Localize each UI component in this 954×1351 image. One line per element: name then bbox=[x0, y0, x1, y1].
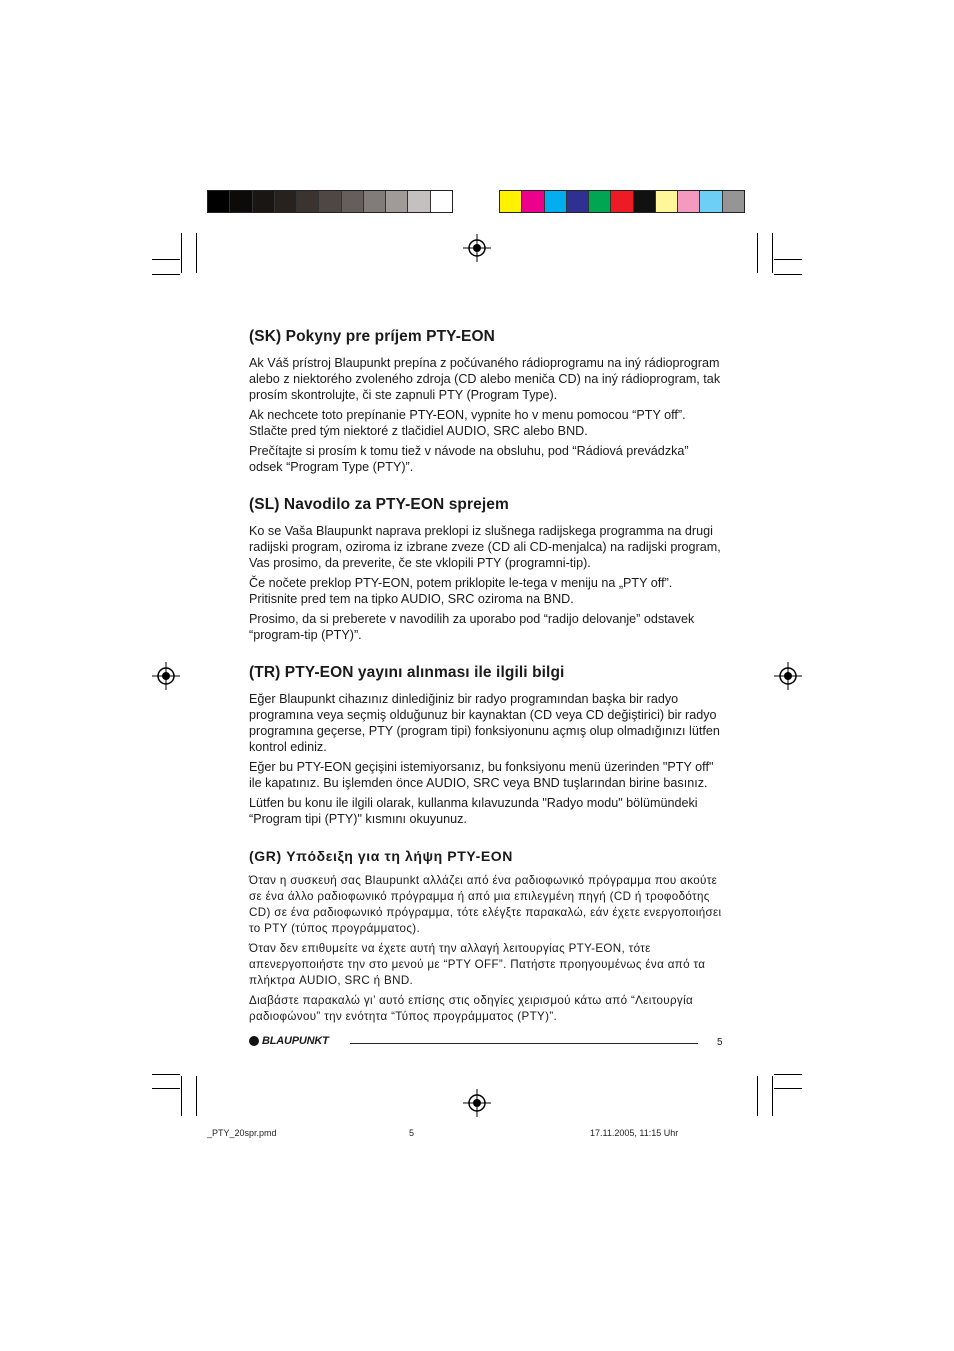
section-heading: (SK) Pokyny pre príjem PTY-EON bbox=[249, 328, 495, 345]
section-sl bbox=[249, 496, 723, 643]
crop-mark bbox=[757, 233, 758, 273]
crop-mark bbox=[152, 259, 180, 260]
paragraph: Če nočete preklop PTY-EON, potem priklopite le-tega v meniju na „PTY off”. Pritisnite pred tem na tipko AUDIO, SRC oziroma na BND. bbox=[249, 576, 673, 606]
crop-mark bbox=[757, 1076, 758, 1116]
section-sk bbox=[249, 328, 723, 475]
registration-mark-icon bbox=[463, 234, 491, 262]
crop-mark bbox=[196, 233, 197, 273]
color-swatch bbox=[567, 191, 589, 212]
blaupunkt-logo bbox=[249, 1035, 329, 1047]
color-swatch bbox=[342, 191, 364, 212]
logo-text: BLAUPUNKT bbox=[262, 1035, 329, 1047]
section-gr bbox=[249, 848, 723, 1025]
paragraph: Όταν η συσκευή σας Blaupunkt αλλάζει από ένα ραδιοφωνικό πρόγραμμα που ακούτε σε ένα άλλο ραδιοφωνικό πρόγραμμα ή από μια επιλεγμένη πηγή (CD ή τροφοδότης CD) σε ένα ραδιοφωνικό πρόγραμμα, τότε ελέγξτε παρακαλώ, εάν έχετε ενεργοποιήσει το PTY (τύπος προγράμματος). bbox=[249, 874, 722, 935]
blaupunkt-dot-icon bbox=[249, 1036, 259, 1046]
crop-mark bbox=[774, 1074, 802, 1075]
paragraph: Prečítajte si prosím k tomu tiež v návode na obsluhu, pod “Rádiová prevádzka” odsek “Program Type (PTY)”. bbox=[249, 444, 689, 474]
crop-mark bbox=[774, 259, 802, 260]
color-swatch bbox=[230, 191, 252, 212]
paragraph: Ak nechcete toto prepínanie PTY-EON, vypnite ho v menu pomocou “PTY off”. Stlačte pred tým niektoré z tlačidiel AUDIO, SRC alebo BND. bbox=[249, 408, 686, 438]
registration-mark-icon bbox=[152, 662, 180, 690]
grayscale-calibration-bar bbox=[207, 190, 453, 213]
color-swatch bbox=[723, 191, 744, 212]
color-swatch bbox=[253, 191, 275, 212]
color-calibration-bar bbox=[499, 190, 745, 213]
color-swatch bbox=[431, 191, 452, 212]
registration-mark-icon bbox=[774, 662, 802, 690]
paragraph: Ko se Vaša Blaupunkt naprava preklopi iz slušnega radijskega programma na drugi radijski program, oziroma iz izbrane zveze (CD ali CD-menjalca) na radijski program, Vas prosimo, da preverite, če ste vklopili PTY (programni-tip). bbox=[249, 524, 721, 570]
color-swatch bbox=[634, 191, 656, 212]
crop-mark bbox=[196, 1076, 197, 1116]
section-tr bbox=[249, 664, 723, 827]
crop-mark bbox=[152, 1074, 180, 1075]
crop-mark bbox=[181, 1076, 182, 1116]
color-swatch bbox=[386, 191, 408, 212]
paragraph: Lütfen bu konu ile ilgili olarak, kullanma kılavuzunda "Radyo modu" bölümündeki “Program tipi (PTY)" kısmını okuyunuz. bbox=[249, 796, 698, 826]
document-body bbox=[249, 328, 723, 1046]
crop-mark bbox=[774, 1088, 802, 1089]
footer-divider bbox=[350, 1043, 698, 1044]
crop-mark bbox=[772, 233, 773, 273]
color-swatch bbox=[297, 191, 319, 212]
color-swatch bbox=[700, 191, 722, 212]
section-heading: (SL) Navodilo za PTY-EON sprejem bbox=[249, 496, 509, 513]
color-swatch bbox=[678, 191, 700, 212]
registration-mark-icon bbox=[463, 1089, 491, 1117]
paragraph: Διαβάστε παρακαλώ γι’ αυτό επίσης στις οδηγίες χειρισμού κάτω από “Λειτουργία ραδιοφώνου” την ενότητα “Τύπος προγράμματος (PTY)”. bbox=[249, 994, 694, 1023]
color-swatch bbox=[522, 191, 544, 212]
section-heading: (TR) PTY-EON yayını alınması ile ilgili bilgi bbox=[249, 664, 565, 681]
paragraph: Eğer bu PTY-EON geçişini istemiyorsanız, bu fonksiyonu menü üzerinden "PTY off" ile kapatınız. Bu işlemden önce AUDIO, SRC veya BND tuşlarından birine basınız. bbox=[249, 760, 714, 790]
slug-datetime: 17.11.2005, 11:15 Uhr bbox=[590, 1128, 679, 1138]
slug-filename: _PTY_20spr.pmd bbox=[207, 1128, 277, 1138]
crop-mark bbox=[152, 274, 180, 275]
color-swatch bbox=[408, 191, 430, 212]
paragraph: Prosimo, da si preberete v navodilih za uporabo pod “radijo delovanje” odstavek “program-tip (PTY)”. bbox=[249, 612, 695, 642]
color-swatch bbox=[208, 191, 230, 212]
page-number: 5 bbox=[717, 1037, 723, 1048]
color-swatch bbox=[545, 191, 567, 212]
color-swatch bbox=[500, 191, 522, 212]
color-swatch bbox=[611, 191, 633, 212]
crop-mark bbox=[772, 1076, 773, 1116]
slug-page: 5 bbox=[409, 1128, 415, 1138]
crop-mark bbox=[152, 1088, 180, 1089]
paragraph: Eğer Blaupunkt cihazınız dinlediğiniz bir radyo programından başka bir radyo programına veya seçmiş olduğunuz bir kaynaktan (CD veya CD değiştirici) bir radyo programına geçerse, PTY (program tipi) fonksiyonunu açmış olup olmadığınızı lütfen kontrol ediniz. bbox=[249, 692, 720, 754]
paragraph: Ak Váš prístroj Blaupunkt prepína z počúvaného rádioprogramu na iný rádioprogram alebo z niektorého zvoleného zdroja (CD alebo meniča CD) na iný rádioprogram, tak prosím skontrolujte, či ste zapnuli PTY (Program Type). bbox=[249, 356, 721, 402]
color-swatch bbox=[319, 191, 341, 212]
crop-mark bbox=[774, 274, 802, 275]
color-swatch bbox=[364, 191, 386, 212]
paragraph: Όταν δεν επιθυμείτε να έχετε αυτή την αλλαγή λειτουργίας PTY-EON, τότε απενεργοποιήστε την στο μενού με “PTY OFF”. Πατήστε προηγουμένως ένα από τα πλήκτρα AUDIO, SRC ή BND. bbox=[249, 942, 706, 987]
section-heading: (GR) Υπόδειξη για τη λήψη PTY-EON bbox=[249, 848, 513, 864]
color-swatch bbox=[656, 191, 678, 212]
color-swatch bbox=[275, 191, 297, 212]
crop-mark bbox=[181, 233, 182, 273]
color-swatch bbox=[589, 191, 611, 212]
